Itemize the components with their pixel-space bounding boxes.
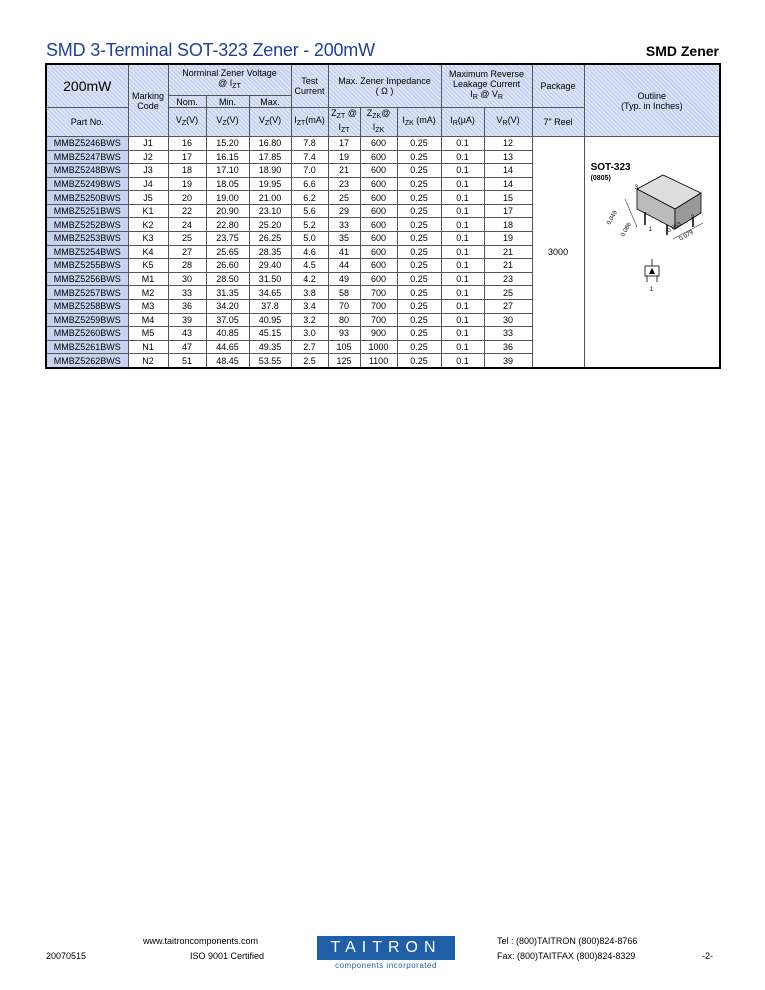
table-cell: J3 [128,164,168,178]
table-cell: 0.25 [397,204,441,218]
part-number: MMBZ5254BWS [46,245,128,259]
table-cell: 0.25 [397,313,441,327]
table-cell: 47 [168,340,206,354]
part-number: MMBZ5259BWS [46,313,128,327]
table-cell: 600 [360,164,397,178]
table-cell: 0.25 [397,150,441,164]
table-cell: 35 [328,232,360,246]
table-cell: 700 [360,313,397,327]
table-cell: 19.95 [249,177,291,191]
table-cell: 37.8 [249,299,291,313]
zzt-header: $Z_{ZT}$ @ $I_{ZT}$ [328,108,360,137]
table-cell: 600 [360,232,397,246]
table-cell: 0.25 [397,299,441,313]
table-cell: 3.0 [291,327,328,341]
izk-header: $I_{ZK}$ (mA) [397,108,441,137]
table-cell: 4.2 [291,272,328,286]
table-cell: 40.95 [249,313,291,327]
ir-header: $I_R(\mu A)$ [441,108,484,137]
table-cell: 15 [484,191,532,205]
table-cell: 21 [484,259,532,273]
table-cell: 19.00 [206,191,249,205]
table-cell: 0.25 [397,340,441,354]
table-cell: 34.65 [249,286,291,300]
dimension-label: 0.086 [619,221,633,239]
table-cell: 3.4 [291,299,328,313]
table-cell: 25 [484,286,532,300]
table-cell: 41 [328,245,360,259]
outline-header: Outline (Typ. in Inches) [584,64,720,137]
table-cell: 17 [484,204,532,218]
table-cell: K3 [128,232,168,246]
table-cell: K4 [128,245,168,259]
table-cell: K2 [128,218,168,232]
table-cell: 2.7 [291,340,328,354]
table-cell: 39 [168,313,206,327]
table-cell: 1000 [360,340,397,354]
table-cell: 28 [168,259,206,273]
dimension-label: 0.053 [666,221,683,235]
table-cell: 58 [328,286,360,300]
table-cell: 18.90 [249,164,291,178]
table-cell: 24 [168,218,206,232]
table-cell: 14 [484,164,532,178]
zzk-header: $Z_{ZK}@$ $I_{ZK}$ [360,108,397,137]
table-cell: 43 [168,327,206,341]
table-cell: 19 [168,177,206,191]
table-cell: 0.1 [441,299,484,313]
table-cell: 7.0 [291,164,328,178]
table-cell: 16.80 [249,137,291,151]
doc-date: 20070515 [46,951,87,961]
table-cell: 0.1 [441,137,484,151]
table-cell: 93 [328,327,360,341]
table-cell: 0.25 [397,164,441,178]
table-cell: 0.1 [441,177,484,191]
table-cell: 18 [484,218,532,232]
table-cell: 28.35 [249,245,291,259]
table-cell: 0.1 [441,354,484,368]
table-cell: 0.1 [441,340,484,354]
table-cell: 53.55 [249,354,291,368]
package-drawing [585,167,719,347]
table-cell: 26.25 [249,232,291,246]
power-header: 200mW [46,64,128,108]
outline-drawing-cell [584,137,720,369]
table-cell: 20 [168,191,206,205]
table-cell: N1 [128,340,168,354]
table-cell: 600 [360,150,397,164]
table-cell: 600 [360,137,397,151]
table-cell: 27 [168,245,206,259]
table-cell: M2 [128,286,168,300]
leakage-header: Maximum Reverse Leakage Current $I_R$ @ $V_R$ [441,64,532,108]
table-cell: K1 [128,204,168,218]
table-cell: 30 [484,313,532,327]
part-number: MMBZ5247BWS [46,150,128,164]
pin-label: 2 [690,215,694,221]
table-cell: 125 [328,354,360,368]
test-current-header: Test Current [291,64,328,108]
table-cell: 16 [168,137,206,151]
vz-min-header: $V_Z(V)$ [206,108,249,137]
dimension-label: 0.049 [605,209,619,227]
table-cell: 0.25 [397,137,441,151]
part-number: MMBZ5260BWS [46,327,128,341]
table-cell: 17 [328,137,360,151]
table-cell: 600 [360,272,397,286]
table-cell: 3.8 [291,286,328,300]
table-cell: 23 [328,177,360,191]
table-cell: M5 [128,327,168,341]
table-cell: 0.25 [397,259,441,273]
table-cell: 25 [328,191,360,205]
table-cell: 0.1 [441,164,484,178]
table-cell: 49 [328,272,360,286]
table-cell: 33 [484,327,532,341]
table-cell: 7.8 [291,137,328,151]
nominal-header: Norminal Zener Voltage @ $I_{ZT}$ [168,64,291,96]
header-row-1 [46,64,720,96]
table-cell: 19 [484,232,532,246]
table-cell: 25.20 [249,218,291,232]
page-title: SMD 3-Terminal SOT-323 Zener - 200mW [46,40,375,60]
table-cell: 0.1 [441,286,484,300]
table-cell: 22.80 [206,218,249,232]
table-cell: 31.50 [249,272,291,286]
table-cell: 5.6 [291,204,328,218]
table-cell: 600 [360,204,397,218]
table-cell: 0.1 [441,327,484,341]
table-cell: 20.90 [206,204,249,218]
table-cell: M1 [128,272,168,286]
partno-header: Part No. [46,108,128,137]
table-cell: 29 [328,204,360,218]
table-cell: 70 [328,299,360,313]
table-cell: 16.15 [206,150,249,164]
table-cell: 600 [360,245,397,259]
table-cell: 22 [168,204,206,218]
vr-header: $V_R(V)$ [484,108,532,137]
table-cell: 23 [484,272,532,286]
table-cell: 30 [168,272,206,286]
table-cell: 21.00 [249,191,291,205]
table-cell: 0.1 [441,191,484,205]
table-cell: 0.1 [441,204,484,218]
part-number: MMBZ5256BWS [46,272,128,286]
part-number: MMBZ5261BWS [46,340,128,354]
table-cell: 44.65 [206,340,249,354]
table-cell: 0.25 [397,177,441,191]
table-cell: 36 [168,299,206,313]
table-cell: 600 [360,218,397,232]
table-cell: 0.25 [397,286,441,300]
table-cell: 0.25 [397,327,441,341]
table-cell: 700 [360,299,397,313]
max-impedance-header: Max. Zener Impedance ( Ω ) [328,64,441,108]
marking-header: Marking Code [128,64,168,137]
table-cell: 600 [360,259,397,273]
izt-header: $I_{ZT}(mA)$ [291,108,328,137]
table-cell: 49.35 [249,340,291,354]
table-cell: 5.0 [291,232,328,246]
table-cell: M3 [128,299,168,313]
outline-package-label: SOT-323 [590,162,631,173]
section-label: SMD Zener [645,43,719,59]
table-cell: 40.85 [206,327,249,341]
table-cell: J1 [128,137,168,151]
iso-cert: ISO 9001 Certified [190,951,265,961]
vz-max-header: $V_Z(V)$ [249,108,291,137]
part-number: MMBZ5257BWS [46,286,128,300]
table-cell: 3.2 [291,313,328,327]
pin-label: 1 [648,227,652,233]
tel-line: Tel : (800)TAITRON (800)824-8766 [497,936,638,946]
table-cell: 0.25 [397,191,441,205]
table-cell: 18 [168,164,206,178]
table-cell: 0.1 [441,259,484,273]
part-number: MMBZ5255BWS [46,259,128,273]
vz-nom-header: $V_Z(V)$ [168,108,206,137]
table-cell: 17.85 [249,150,291,164]
table-cell: 26.60 [206,259,249,273]
outline-package-code: (0805) [590,175,611,182]
package-qty: 3000 [532,137,584,369]
table-cell: 0.1 [441,313,484,327]
table-cell: 12 [484,137,532,151]
table-cell: 15.20 [206,137,249,151]
part-number: MMBZ5258BWS [46,299,128,313]
table-cell: 0.25 [397,232,441,246]
logo-subtitle: components incorporated [335,961,437,970]
table-cell: 28.50 [206,272,249,286]
table-cell: 17.10 [206,164,249,178]
table-cell: 0.25 [397,218,441,232]
taitron-logo: TAITRON [317,936,455,960]
symbol-pin-label: 1 [649,287,653,293]
table-cell: J4 [128,177,168,191]
part-number: MMBZ5251BWS [46,204,128,218]
table-cell: 6.6 [291,177,328,191]
table-cell: 19 [328,150,360,164]
table-cell: 2.5 [291,354,328,368]
table-cell: 900 [360,327,397,341]
table-cell: J5 [128,191,168,205]
table-cell: 4.5 [291,259,328,273]
table-cell: 25 [168,232,206,246]
part-number: MMBZ5248BWS [46,164,128,178]
part-number: MMBZ5249BWS [46,177,128,191]
table-cell: 0.1 [441,218,484,232]
table-cell: 27 [484,299,532,313]
part-number: MMBZ5262BWS [46,354,128,368]
table-cell: 44 [328,259,360,273]
table-cell: 0.25 [397,354,441,368]
pin-label: 3 [634,185,638,191]
table-cell: 36 [484,340,532,354]
table-cell: 4.6 [291,245,328,259]
table-cell: J2 [128,150,168,164]
package-header: Package [532,64,584,108]
part-number: MMBZ5253BWS [46,232,128,246]
table-cell: 45.15 [249,327,291,341]
dimension-label: 0.079 [678,229,695,243]
table-cell: 23.10 [249,204,291,218]
table-cell: K5 [128,259,168,273]
table-cell: 0.25 [397,272,441,286]
table-cell: 21 [328,164,360,178]
table-cell: 105 [328,340,360,354]
table-cell: 0.1 [441,150,484,164]
table-cell: 600 [360,177,397,191]
table-cell: 17 [168,150,206,164]
part-number: MMBZ5252BWS [46,218,128,232]
fax-line: Fax: (800)TAITFAX (800)824-8329 [497,951,636,961]
table-cell: 0.1 [441,232,484,246]
table-cell: 14 [484,177,532,191]
table-cell: 48.45 [206,354,249,368]
table-cell: 0.1 [441,272,484,286]
table-cell: 29.40 [249,259,291,273]
table-cell: 6.2 [291,191,328,205]
part-number: MMBZ5250BWS [46,191,128,205]
part-number: MMBZ5246BWS [46,137,128,151]
table-cell: 7.4 [291,150,328,164]
table-cell: 1100 [360,354,397,368]
max-header: Max. [249,96,291,108]
table-cell: 33 [328,218,360,232]
spec-table [45,63,721,369]
reel-header: 7" Reel [532,108,584,137]
table-cell: 31.35 [206,286,249,300]
table-cell: 39 [484,354,532,368]
table-cell: 33 [168,286,206,300]
table-cell: 80 [328,313,360,327]
page-number: -2- [702,951,713,961]
table-cell: M4 [128,313,168,327]
table-cell: 34.20 [206,299,249,313]
table-row [46,137,720,151]
table-cell: 25.65 [206,245,249,259]
table-cell: 0.25 [397,245,441,259]
table-cell: 18.05 [206,177,249,191]
website: www.taitroncomponents.com [143,936,259,946]
table-cell: 51 [168,354,206,368]
nom-header: Nom. [168,96,206,108]
table-cell: 13 [484,150,532,164]
table-cell: 600 [360,191,397,205]
table-cell: 5.2 [291,218,328,232]
table-cell: N2 [128,354,168,368]
table-cell: 21 [484,245,532,259]
table-cell: 0.1 [441,245,484,259]
table-cell: 37.05 [206,313,249,327]
min-header: Min. [206,96,249,108]
table-cell: 23.75 [206,232,249,246]
table-cell: 700 [360,286,397,300]
